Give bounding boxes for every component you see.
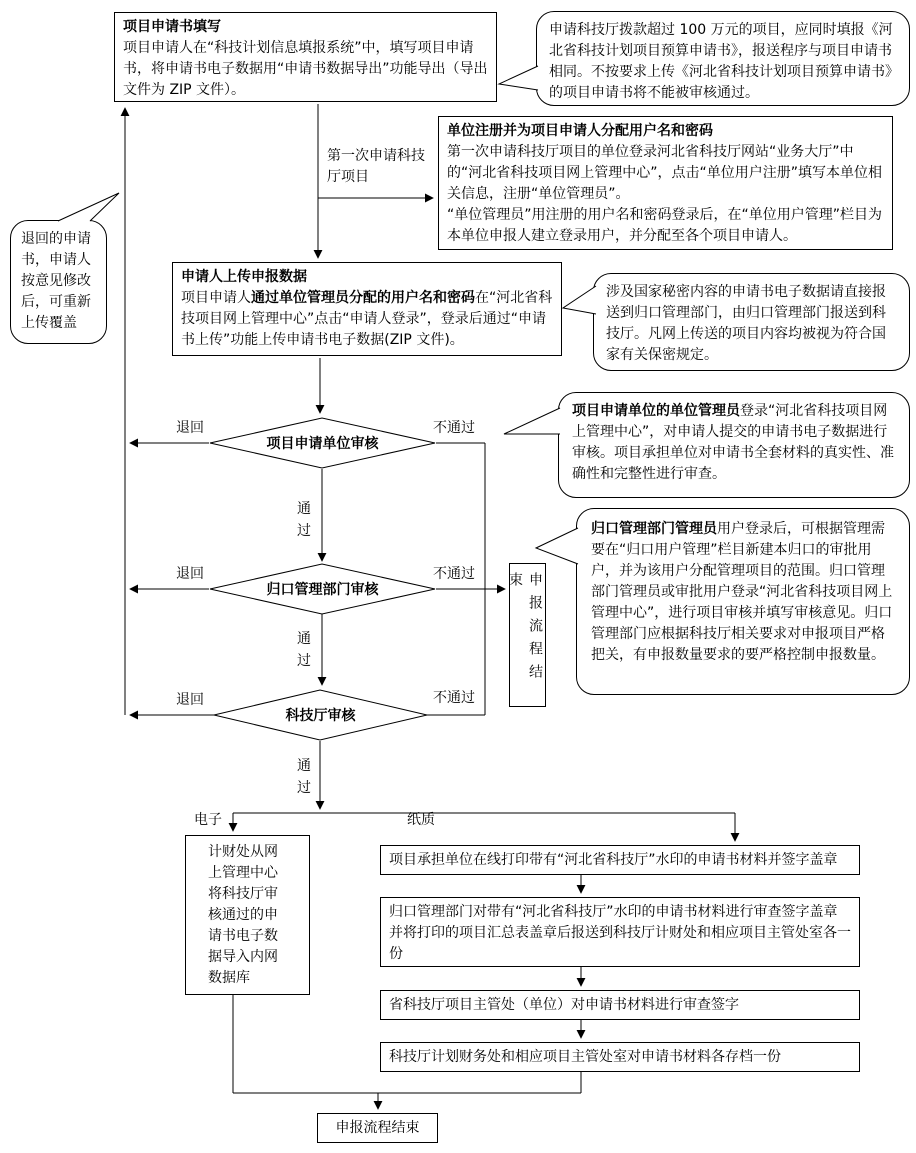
callout-returned-note: 退回的申请书，申请人按意见修改后，可重新上传覆盖 [10,220,107,344]
edge-label-first-apply: 第一次申请科技厅项目 [327,148,425,185]
callout-secret-tail-icon [558,280,600,320]
edge-label-pass-1: 通过 [297,501,311,539]
box-upload-data-body: 项目申请人通过单位管理员分配的用户名和密码在“河北省科技项目网上管理中心”点击“申请人登录”，登录后通过“申请书上传”功能上传申请书电子数据(ZIP 文件)。 [181,290,553,348]
box-process-end-vertical: 申报流程结束 [509,563,546,707]
box-fill-application-title: 项目申请书填写 [123,19,221,35]
box-dept-stamp: 归口管理部门对带有“河北省科技厅”水印的申请书材料进行审查签字盖章并将打印的项目汇总表盖章后报送到科技厅计财处和相应项目主管处室各一份 [380,897,860,967]
box-upload-data [172,262,562,356]
edge-label-fail-1: 不通过 [433,420,475,436]
callout-budget-note: 申请科技厅拨款超过 100 万元的项目，应同时填报《河北省科技计划项目预算申请书》，报送程序与项目申请书相同。不按要求上传《河北省科技计划项目预算申请书》的项目申请书将不能被审核通过。 [536,11,910,106]
box-dept-sign: 省科技厅项目主管处（单位）对申请书材料进行审查签字 [380,990,860,1020]
box-upload-data-title: 申请人上传申报数据 [181,269,307,285]
edge-label-return-2: 退回 [176,566,204,582]
diamond-dept-review-label: 归口管理部门审核 [266,582,379,598]
box-unit-register-body2: “单位管理员”用注册的用户名和密码登录后，在“单位用户管理”栏目为本单位申报人建立登录用户，并分配至各个项目申请人。 [447,207,883,244]
edge-label-pass-3: 通过 [297,758,311,796]
edge-label-fail-3: 不通过 [433,690,475,706]
edge-label-electronic: 电子 [194,812,222,828]
box-unit-register-body1: 第一次申请科技厅项目的单位登录河北省科技厅网站“业务大厅”中的“河北省科技项目网上管理中心”，点击“单位用户注册”填写本单位相关信息，注册“单位管理员”。 [447,144,883,202]
callout-dept-admin-tail-icon [530,522,582,570]
diamond-unit-review-label: 项目申请单位审核 [266,436,379,452]
box-fill-application-body: 项目申请人在“科技计划信息填报系统”中，填写项目申请书，将申请书电子数据用“申请书数据导出”功能导出（导出文件为 ZIP 文件）。 [123,40,488,98]
callout-returned-tail-icon [50,188,126,224]
box-fill-application [114,12,497,102]
callout-unit-admin-note: 项目申请单位的单位管理员登录“河北省科技项目网上管理中心”，对申请人提交的申请书电子数据进行审核。项目承担单位对申请书全套材料的真实性、准确性和完整性进行审查。 [558,392,910,498]
edge-label-pass-2: 通过 [297,631,311,669]
edge-label-return-3: 退回 [176,692,204,708]
box-archive: 科技厅计划财务处和相应项目主管处室对申请书材料各存档一份 [380,1042,860,1072]
box-unit-register [438,116,893,250]
callout-dept-admin-note: 归口管理部门管理员用户登录后，可根据管理需要在“归口用户管理”栏目新建本归口的审批用户，并为该用户分配管理项目的范围。归口管理部门管理员或审批用户登录“河北省科技项目网上管理中心”，进行项目审核并填写审核意见。归口管理部门应根据科技厅相关要求对申报项目严格把关，有申报数量要求的要严格控制申报数量。 [576,508,910,695]
box-finance-import: 计财处从网上管理中心将科技厅审核通过的申请书电子数据导入内网数据库 [185,835,310,995]
callout-secret-note: 涉及国家秘密内容的申请书电子数据请直接报送到归口管理部门，由归口管理部门报送到科技厅。凡网上传送的项目内容均被视为符合国家有关保密规定。 [593,273,910,371]
edge-label-fail-2: 不通过 [433,566,475,582]
callout-budget-tail-icon [495,60,545,96]
edge-label-paper: 纸质 [407,812,435,828]
diamond-gov-review-label: 科技厅审核 [285,708,356,724]
box-print-sign: 项目承担单位在线打印带有“河北省科技厅”水印的申请书材料并签字盖章 [380,845,860,875]
box-unit-register-title: 单位注册并为项目申请人分配用户名和密码 [447,123,713,139]
box-process-end: 申报流程结束 [317,1113,438,1143]
callout-unit-admin-tail-icon [500,402,564,442]
edge-label-return-1: 退回 [176,420,204,436]
